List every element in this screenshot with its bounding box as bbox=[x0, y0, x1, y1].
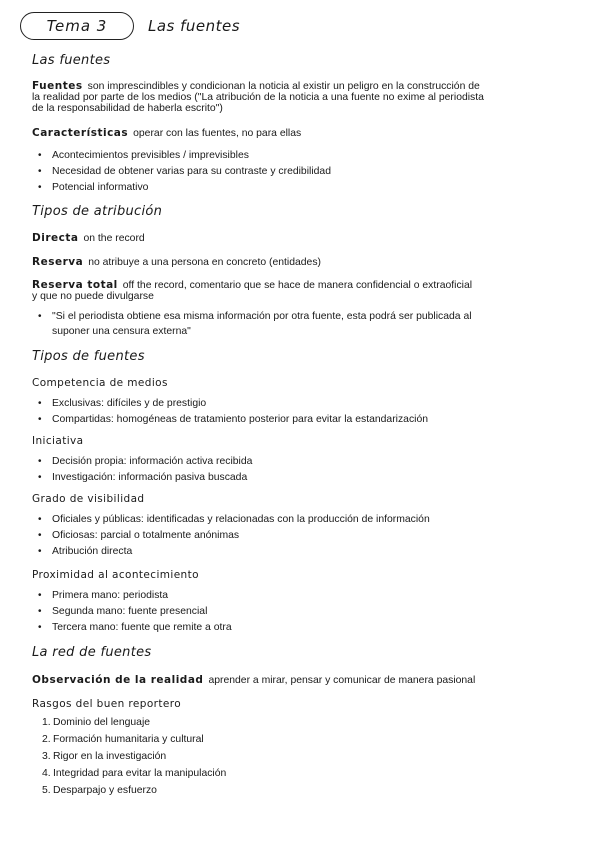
reserva-total-line-2: y que no puede divulgarse bbox=[32, 291, 154, 302]
numbered-item bbox=[42, 751, 166, 762]
fuentes-line-1 bbox=[32, 81, 580, 92]
observacion-text: aprender a mirar, pensar y comunicar de manera pasional bbox=[208, 675, 476, 686]
quote-item bbox=[52, 309, 580, 339]
item-number: 3. bbox=[42, 751, 51, 762]
list-item: • Oficiosas: parcial o totalmente anónimas bbox=[52, 529, 580, 542]
list-item: • Tercera mano: fuente que remite a otra bbox=[52, 621, 580, 634]
caracteristicas-term: Características bbox=[32, 127, 129, 139]
section-title-tipos-atribucion: Tipos de atribución bbox=[32, 204, 163, 219]
item-text: Rigor en la investigación bbox=[53, 751, 167, 762]
list-item: • Necesidad de obtener varias para su contraste y credibilidad bbox=[52, 165, 580, 178]
reserva-line bbox=[32, 257, 580, 268]
item-text: Formación humanitaria y cultural bbox=[53, 734, 204, 745]
item-text: Integridad para evitar la manipulación bbox=[53, 768, 227, 779]
subheading-rasgos: Rasgos del buen reportero bbox=[32, 698, 182, 710]
observacion-line bbox=[32, 675, 580, 686]
caracteristicas-text: operar con las fuentes, no para ellas bbox=[133, 128, 302, 139]
subheading-visibilidad: Grado de visibilidad bbox=[32, 493, 145, 505]
reserva-total-term: Reserva total bbox=[32, 279, 118, 291]
fuentes-term: Fuentes bbox=[32, 80, 83, 92]
fuentes-line-2: la realidad por parte de los medios ("La atribución de la noticia a una fuente no exime al periodista bbox=[32, 92, 484, 103]
section-title-tipos-fuentes: Tipos de fuentes bbox=[32, 349, 145, 364]
list-item: • Segunda mano: fuente presencial bbox=[52, 605, 580, 618]
fuentes-text-1: son imprescindibles y condicionan la noticia al existir un peligro en la construcción de bbox=[87, 81, 480, 92]
reserva-term: Reserva bbox=[32, 256, 84, 268]
list-item: • Decisión propia: información activa recibida bbox=[52, 455, 580, 468]
section-title-red-fuentes: La red de fuentes bbox=[32, 645, 152, 660]
quote-line-2: suponer una censura externa" bbox=[52, 326, 191, 337]
subheading-proximidad: Proximidad al acontecimiento bbox=[32, 569, 199, 581]
list-item: • Exclusivas: difíciles y de prestigio bbox=[52, 397, 580, 410]
numbered-item bbox=[42, 734, 204, 745]
item-text: Desparpajo y esfuerzo bbox=[53, 785, 157, 796]
topic-pill: Tema 3 bbox=[20, 12, 134, 40]
directa-text: on the record bbox=[83, 233, 145, 244]
item-number: 2. bbox=[42, 734, 51, 745]
reserva-total-line-1 bbox=[32, 280, 580, 291]
list-item: • Oficiales y públicas: identificadas y relacionadas con la producción de información bbox=[52, 513, 580, 526]
reserva-text: no atribuye a una persona en concreto (entidades) bbox=[88, 257, 321, 268]
fuentes-line-3: de la responsabilidad de haberla escrito") bbox=[32, 103, 223, 114]
list-item: • Atribución directa bbox=[52, 545, 580, 558]
numbered-item bbox=[42, 768, 226, 779]
item-number: 5. bbox=[42, 785, 51, 796]
directa-term: Directa bbox=[32, 232, 79, 244]
subheading-competencia: Competencia de medios bbox=[32, 377, 168, 389]
list-item: • Potencial informativo bbox=[52, 181, 580, 194]
subheading-iniciativa: Iniciativa bbox=[32, 435, 84, 447]
item-text: Dominio del lenguaje bbox=[53, 717, 151, 728]
caracteristicas-line bbox=[32, 128, 580, 139]
quote-line-1: "Si el periodista obtiene esa misma información por otra fuente, esta podrá ser publicada al bbox=[52, 311, 472, 322]
numbered-item bbox=[42, 717, 150, 728]
numbered-item bbox=[42, 785, 157, 796]
header bbox=[20, 12, 240, 40]
directa-line bbox=[32, 233, 580, 244]
list-item: • Acontecimientos previsibles / imprevisibles bbox=[52, 149, 580, 162]
page-title: Las fuentes bbox=[148, 17, 241, 35]
list-item: • Investigación: información pasiva buscada bbox=[52, 471, 580, 484]
reserva-total-text: off the record, comentario que se hace de manera confidencial o extraoficial bbox=[122, 280, 473, 291]
list-item: • Compartidas: homogéneas de tratamiento posterior para evitar la estandarización bbox=[52, 413, 580, 426]
list-item: • Primera mano: periodista bbox=[52, 589, 580, 602]
observacion-term: Observación de la realidad bbox=[32, 674, 204, 686]
section-title-las-fuentes: Las fuentes bbox=[32, 53, 111, 68]
item-number: 1. bbox=[42, 717, 51, 728]
item-number: 4. bbox=[42, 768, 51, 779]
